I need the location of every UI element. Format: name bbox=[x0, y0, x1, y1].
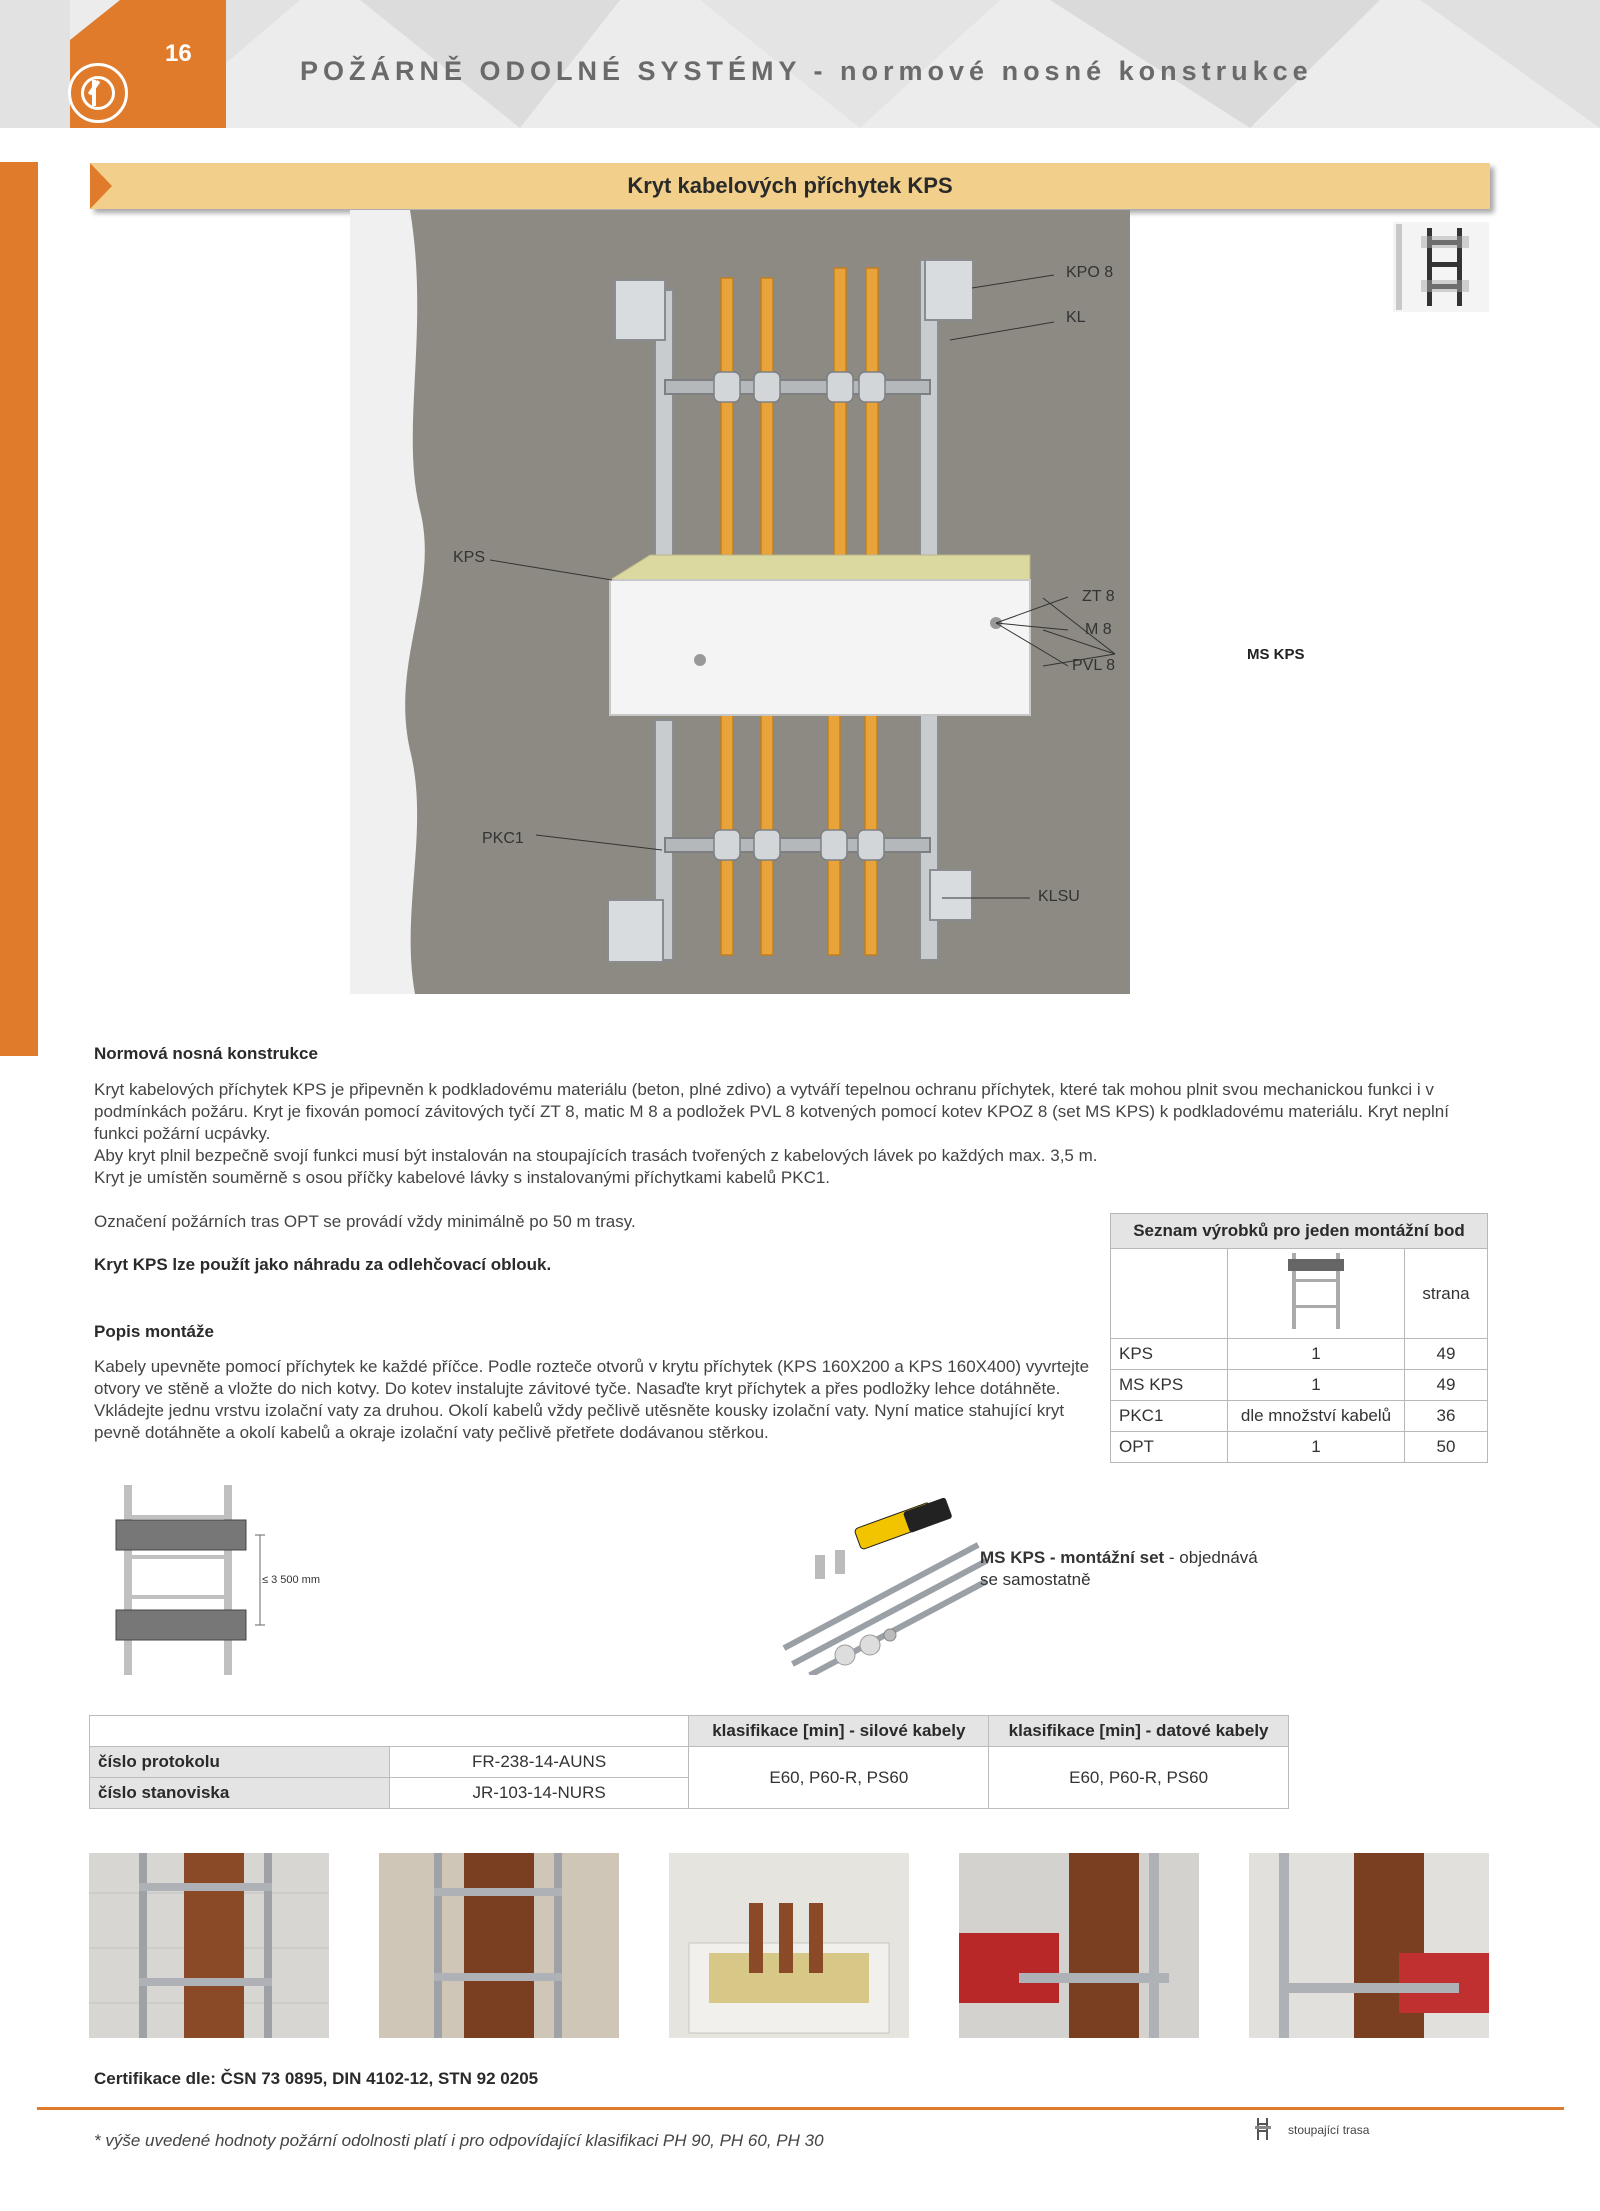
value-opinion: JR-103-14-NURS bbox=[389, 1778, 689, 1809]
table-cell: 49 bbox=[1405, 1339, 1488, 1370]
section-standard-text bbox=[94, 1079, 1494, 1189]
paragraph: Kryt je umístěn souměrně s osou příčky kabelové lávky s instalovanými příchytkami kabelů PKC1. bbox=[94, 1168, 831, 1187]
callout-m8: M 8 bbox=[1085, 621, 1112, 638]
table-cell: 50 bbox=[1405, 1432, 1488, 1463]
banner-arrow-icon bbox=[90, 163, 112, 209]
callout-kps: KPS bbox=[453, 549, 486, 566]
installation-photo bbox=[959, 1853, 1199, 2038]
callout-pvl8: PVL 8 bbox=[1072, 657, 1115, 674]
mounting-set-image bbox=[755, 1495, 995, 1675]
bold-note: Kryt KPS lze použít jako náhradu za odlehčovací oblouk. bbox=[94, 1255, 552, 1274]
callout-kl: KL bbox=[1066, 309, 1086, 326]
label-opinion: číslo stanoviska bbox=[90, 1778, 390, 1809]
section-banner bbox=[90, 163, 1490, 209]
table-cell: 36 bbox=[1405, 1401, 1488, 1432]
table-cell: 1 bbox=[1228, 1432, 1405, 1463]
product-list-table bbox=[1110, 1213, 1488, 1463]
callout-zt8: ZT 8 bbox=[1082, 588, 1115, 605]
mounting-set-note-2: se samostatně bbox=[980, 1570, 1091, 1589]
table-cell: 1 bbox=[1228, 1339, 1405, 1370]
ladder-icon bbox=[1393, 222, 1489, 312]
footnote: * výše uvedené hodnoty požární odolnosti platí i pro odpovídající klasifikaci PH 90, PH 60, PH 30 bbox=[94, 2131, 824, 2150]
banner-title: Kryt kabelových příchytek KPS bbox=[627, 173, 953, 198]
table-cell: dle množství kabelů bbox=[1228, 1401, 1405, 1432]
callout-kpo8: KPO 8 bbox=[1066, 264, 1114, 281]
callout-ms-kps: MS KPS bbox=[1247, 646, 1305, 663]
power-classification-value: E60, P60-R, PS60 bbox=[689, 1747, 989, 1809]
brand-logo bbox=[68, 63, 128, 123]
installation-photo bbox=[669, 1853, 909, 2038]
data-classification-value: E60, P60-R, PS60 bbox=[989, 1747, 1289, 1809]
mounting-point-icon bbox=[1228, 1249, 1405, 1339]
section-heading-mounting: Popis montáže bbox=[94, 1322, 214, 1341]
classification-table bbox=[89, 1715, 1289, 1809]
ladder-spacing-diagram bbox=[110, 1485, 270, 1675]
callout-klsu: KLSU bbox=[1038, 888, 1080, 905]
installation-photo bbox=[89, 1853, 329, 2038]
value-protocol: FR-238-14-AUNS bbox=[389, 1747, 689, 1778]
kps-assembly-illustration bbox=[350, 210, 1130, 994]
installation-photo bbox=[1249, 1853, 1489, 2038]
certification-text: Certifikace dle: ČSN 73 0895, DIN 4102-12, STN 92 0205 bbox=[94, 2069, 539, 2088]
header-title: POŽÁRNĚ ODOLNÉ SYSTÉMY - normové nosné konstrukce bbox=[300, 56, 1313, 86]
rising-route-icon bbox=[1255, 2118, 1271, 2140]
mounting-set-caption bbox=[980, 1547, 1258, 1591]
opt-note: Označení požárních tras OPT se provádí vždy minimálně po 50 m trasy. bbox=[94, 1212, 636, 1231]
table-cell: 1 bbox=[1228, 1370, 1405, 1401]
product-table-title: Seznam výrobků pro jeden montážní bod bbox=[1111, 1214, 1488, 1249]
table-row bbox=[1111, 1339, 1488, 1370]
footer-divider bbox=[37, 2107, 1564, 2110]
page-number: 16 bbox=[165, 40, 192, 67]
mounting-set-name: MS KPS - montážní set bbox=[980, 1548, 1165, 1567]
table-cell: PKC1 bbox=[1111, 1401, 1228, 1432]
mounting-text: Kabely upevněte pomocí příchytek ke každé příčce. Podle rozteče otvorů v krytu příchytek (KPS 160X200 a KPS 160X400) vyvrtejte otvory ve stěně a vložte do nich kotvy. Do kotev instalujte závitové tyče. Nasaďte kryt příchytek a přes podložky lehce dotáhněte. Vkládejte jednu vrstvu izolační vaty za druhou. Okolí kabelů vždy pečlivě utěsněte kousky izolační vaty. Nyní matice stahující kryt pevně dotáhněte a okolí kabelů a okraje izolační vaty pečlivě přetřete dodávanou stěrkou. bbox=[94, 1357, 1090, 1442]
footer-legend: stoupající trasa bbox=[1288, 2123, 1370, 2137]
side-accent-bar bbox=[0, 162, 38, 1056]
label-protocol: číslo protokolu bbox=[90, 1747, 390, 1778]
mounting-set-note: - objednává bbox=[1164, 1548, 1258, 1567]
header-data-cables: klasifikace [min] - datové kabely bbox=[989, 1716, 1289, 1747]
spacing-label: ≤ 3 500 mm bbox=[262, 1574, 321, 1586]
paragraph: Aby kryt plnil bezpečně svojí funkci musí být instalován na stoupajících trasách tvořených z kabelových lávek po každých max. 3,5 m. bbox=[94, 1146, 1098, 1165]
callout-pkc1: PKC1 bbox=[482, 830, 524, 847]
table-cell: KPS bbox=[1111, 1339, 1228, 1370]
table-cell: 49 bbox=[1405, 1370, 1488, 1401]
table-row bbox=[1111, 1401, 1488, 1432]
table-row bbox=[1111, 1370, 1488, 1401]
table-cell: MS KPS bbox=[1111, 1370, 1228, 1401]
paragraph: Kryt kabelových příchytek KPS je připevněn k podkladovému materiálu (beton, plné zdivo) a vytváří tepelnou ochranu příchytek, které tak mohou plnit svou mechanickou funkci i v podmínkách požáru. Kryt je fixován pomocí závitových tyčí ZT 8, matic M 8 a podložek PVL 8 kotvených pomocí kotev KPOZ 8 (set MS KPS) k podkladovému materiálu. Kryt neplní funkci požární ucpávky. bbox=[94, 1080, 1449, 1143]
table-cell: OPT bbox=[1111, 1432, 1228, 1463]
installation-photo bbox=[379, 1853, 619, 2038]
header-power-cables: klasifikace [min] - silové kabely bbox=[689, 1716, 989, 1747]
table-row bbox=[1111, 1432, 1488, 1463]
product-table-page-header: strana bbox=[1405, 1249, 1488, 1339]
section-heading-standard: Normová nosná konstrukce bbox=[94, 1044, 318, 1063]
page-header bbox=[0, 0, 1600, 128]
